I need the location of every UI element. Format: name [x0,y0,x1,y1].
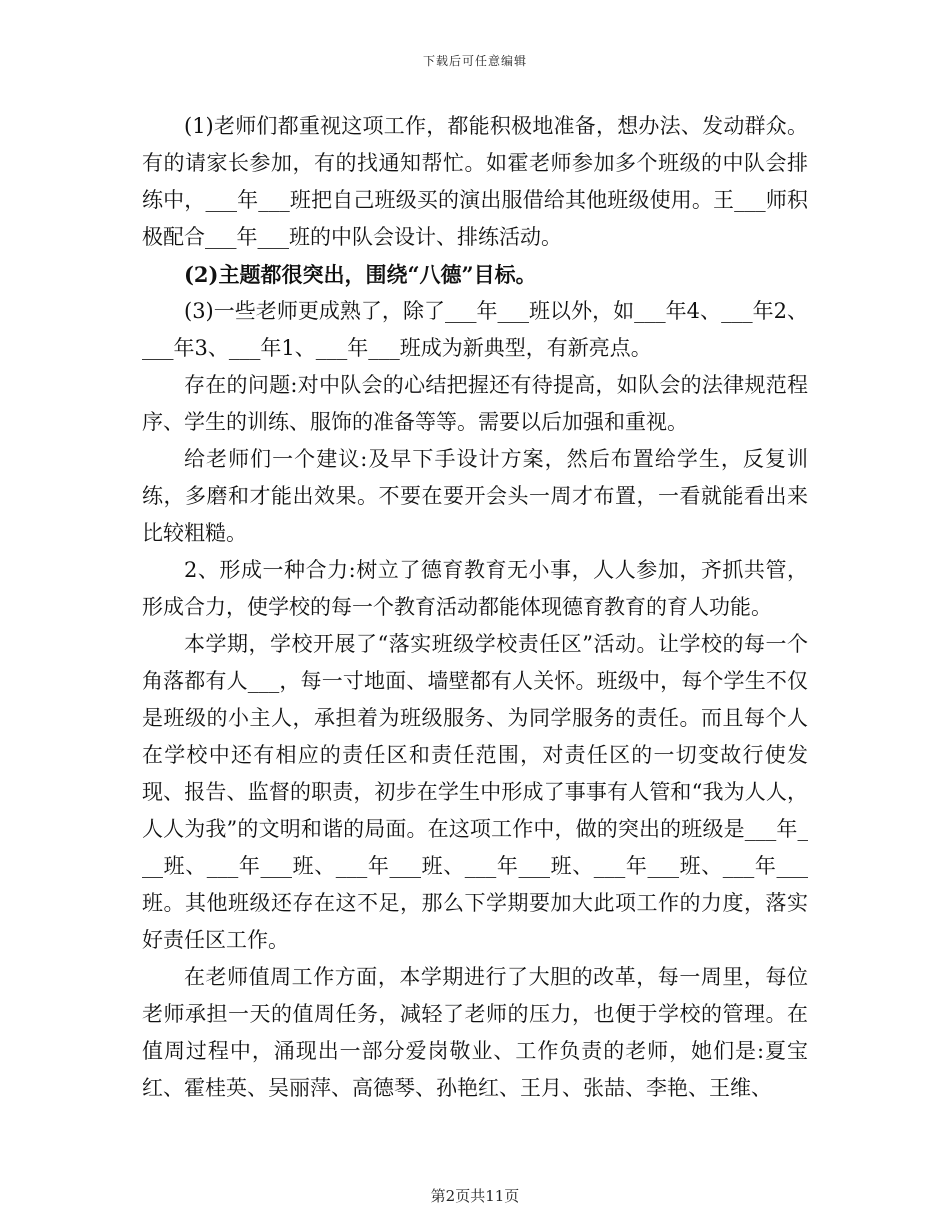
paragraph-3: (3)一些老师更成熟了，除了___年___班以外，如___年4、___年2、___年3、___年1、___年___班成为新典型，有新亮点。 [142,299,808,360]
document-body [142,108,808,1107]
paragraph-1: (1)老师们都重视这项工作，都能积极地准备，想办法、发动群众。有的请家长参加，有的找通知帮忙。如霍老师参加多个班级的中队会排练中，___年___班把自己班级买的演出服借给其他班级使用。王___师积极配合___年___班的中队会设计、排练活动。 [142,114,808,249]
paragraph-4: 存在的问题:对中队会的心结把握还有待提高，如队会的法律规范程序、学生的训练、服饰的准备等等。需要以后加强和重视。 [142,373,808,434]
paragraph-7: 本学期，学校开展了“落实班级学校责任区”活动。让学校的每一个角落都有人___，每一寸地面、墙壁都有人关怀。班级中，每个学生不仅是班级的小主人，承担着为班级服务、为同学服务的责任。而且每个人在学校中还有相应的责任区和责任范围，对责任区的一切变故行使发现、报告、监督的职责，初步在学生中形成了事事有人管和“我为人人，人人为我”的文明和谐的局面。在这项工作中，做的突出的班级是___年___班、___年___班、___年___班、___年___班、___年___班、___年___班。其他班级还存在这不足，那么下学期要加大此项工作的力度，落实好责任区工作。 [142,632,808,952]
paragraph-8: 在老师值周工作方面，本学期进行了大胆的改革，每一周里，每位老师承担一天的值周任务，减轻了老师的压力，也便于学校的管理。在值周过程中，涌现出一部分爱岗敬业、工作负责的老师，她们是:夏宝红、霍桂英、吴丽萍、高德琴、孙艳红、王月、张喆、李艳、王维、 [142,965,808,1100]
paragraph-2-heading: (2)主题都很突出，围绕“八德”目标。 [184,262,537,287]
paragraph-6: 2、形成一种合力:树立了德育教育无小事，人人参加，齐抓共管，形成合力，使学校的每一个教育活动都能体现德育教育的育人功能。 [142,558,808,619]
page-header: 下载后可任意编辑 [422,54,527,68]
paragraph-5: 给老师们一个建议:及早下手设计方案，然后布置给学生，反复训练，多磨和才能出效果。不要在要开会头一周才布置，一看就能看出来比较粗糙。 [142,447,808,545]
page-footer: 第2页共11页 [430,1187,520,1205]
